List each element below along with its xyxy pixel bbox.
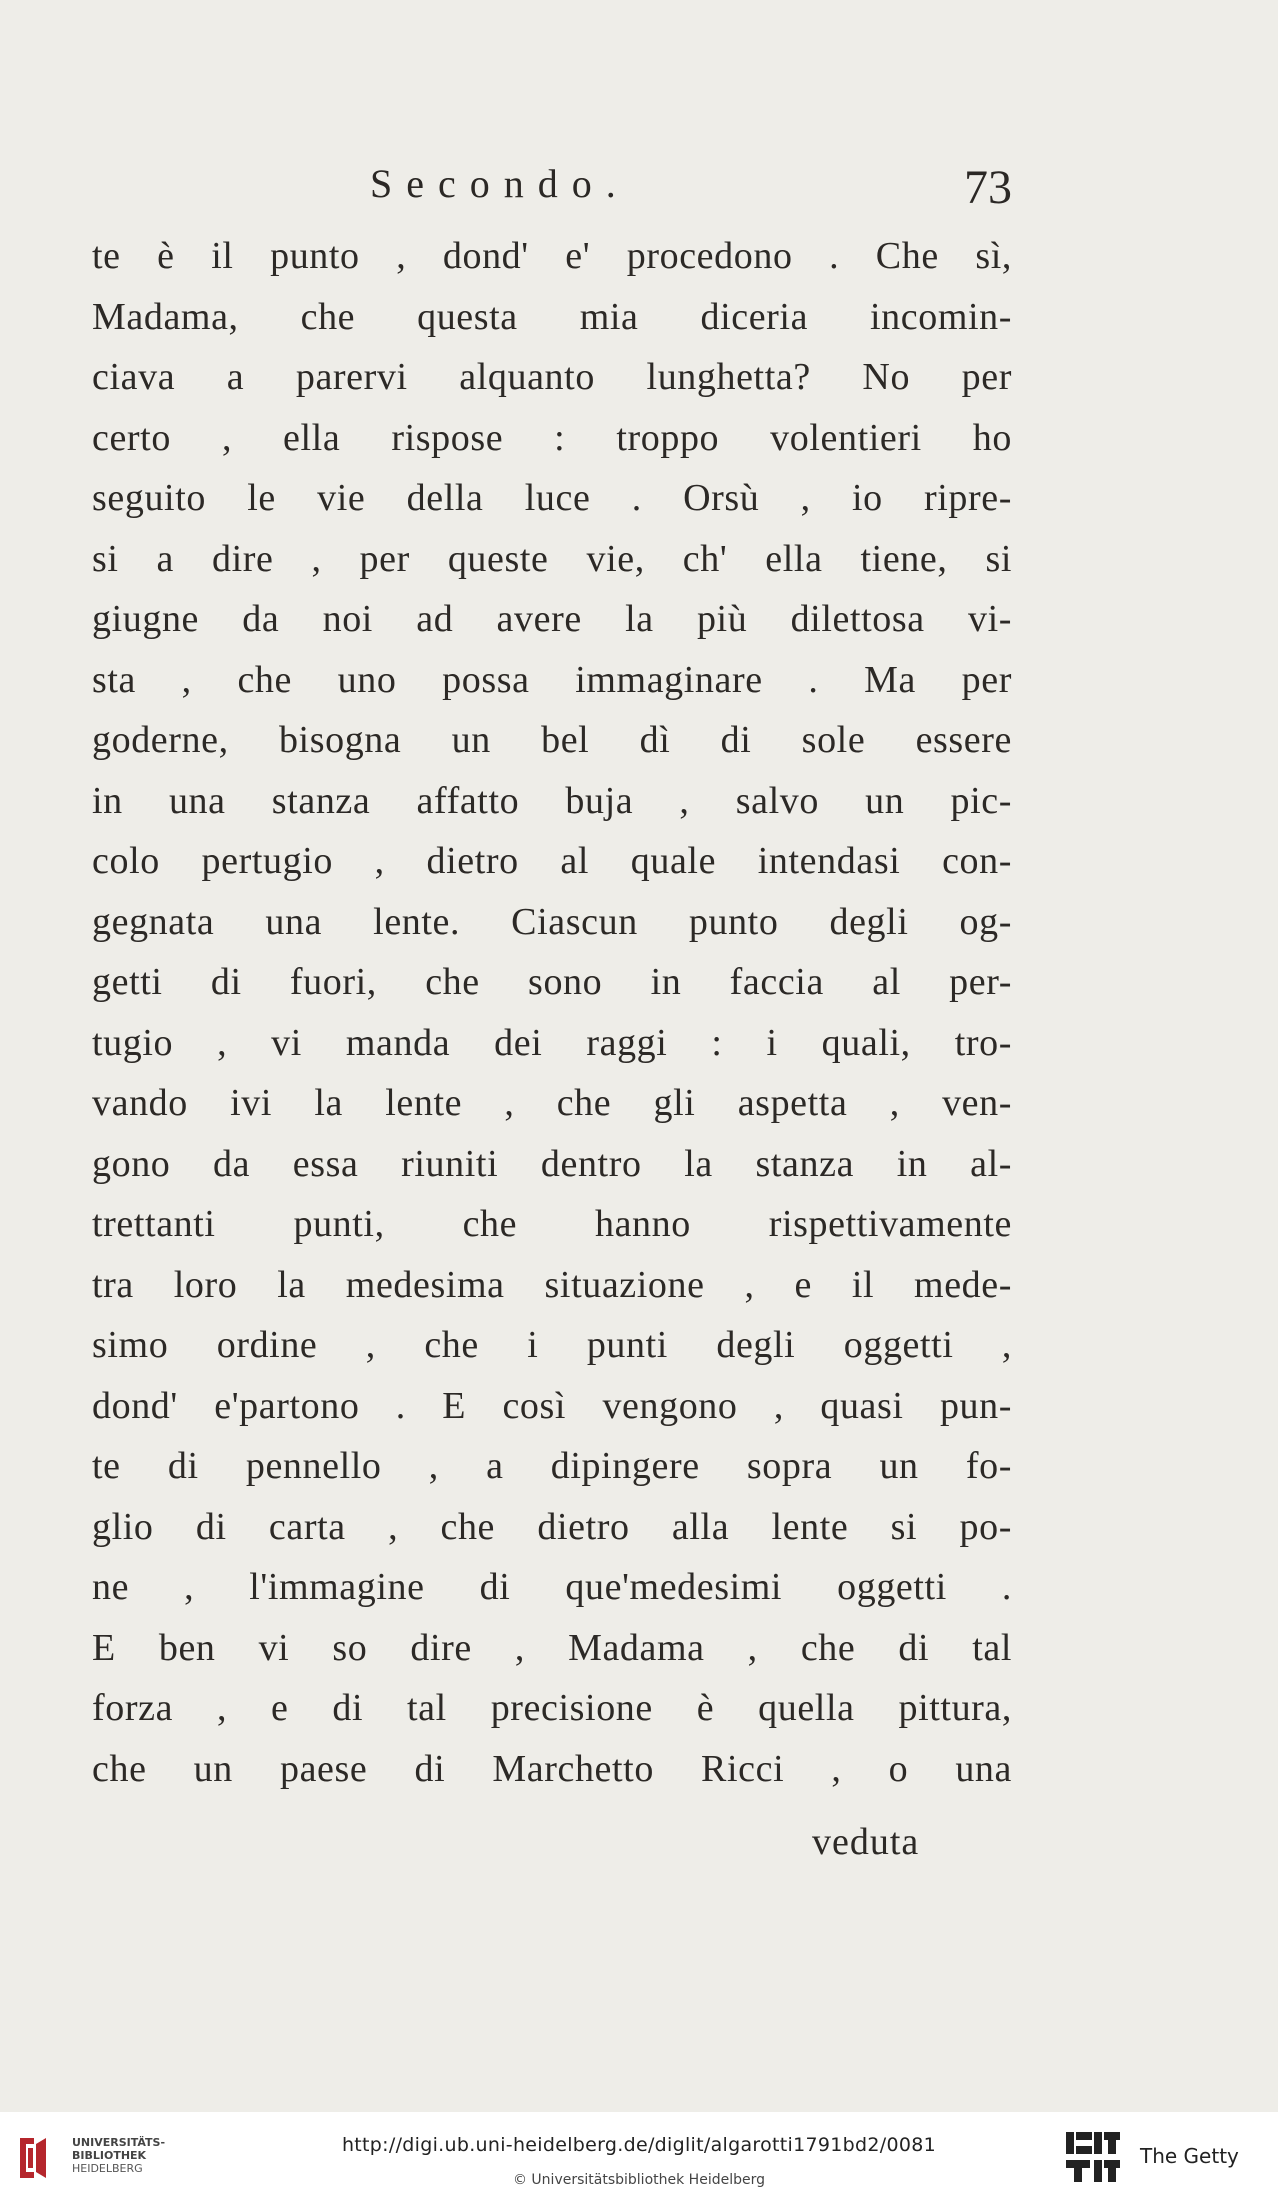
text-line: ne , l'immagine di que'medesimi oggetti . — [92, 1566, 1012, 1608]
copyright-notice: © Universitätsbibliothek Heidelberg — [512, 2172, 765, 2188]
text-line: tugio , vi manda dei raggi : i quali, tro- — [92, 1021, 1012, 1064]
text-line: dond' e'partono . E così vengono , quasi pun- — [92, 1384, 1012, 1427]
text-line: gono da essa riuniti dentro la stanza in al- — [92, 1142, 1012, 1185]
text-line: si a dire , per queste vie, ch' ella tiene, si — [92, 537, 1012, 580]
body-text — [92, 226, 1012, 1799]
text-line: tra loro la medesima situazione , e il mede- — [92, 1263, 1012, 1306]
text-line: te è il punto , dond' e' procedono . Che sì, — [92, 235, 1012, 277]
document-url-link[interactable]: http://digi.ub.uni-heidelberg.de/diglit/algarotti1791bd2/0081 — [341, 2134, 937, 2156]
text-line: in una stanza affatto buja , salvo un pic- — [92, 779, 1012, 822]
getty-logo[interactable] — [1064, 2128, 1264, 2188]
footer-bar — [0, 2112, 1278, 2203]
getty-logo-icon — [1064, 2130, 1122, 2184]
text-line: seguito le vie della luce . Orsù , io ripre- — [92, 477, 1012, 519]
text-line: E ben vi so dire , Madama , che di tal — [92, 1626, 1012, 1669]
catchword: veduta — [812, 1821, 920, 1863]
getty-name: The Getty — [1140, 2144, 1239, 2168]
text-line: Madama, che questa mia diceria incomin- — [92, 295, 1012, 338]
text-line: colo pertugio , dietro al quale intendasi con- — [92, 840, 1012, 882]
text-line: gegnata una lente. Ciascun punto degli og- — [92, 900, 1012, 943]
page-number: 73 — [964, 161, 1012, 214]
library-name-line2: BIBLIOTHEK — [72, 2149, 147, 2162]
text-line: simo ordine , che i punti degli oggetti , — [92, 1324, 1012, 1366]
library-name-line1: UNIVERSITÄTS- — [72, 2136, 166, 2149]
text-line: te di pennello , a dipingere sopra un fo- — [92, 1445, 1012, 1487]
text-line: giugne da noi ad avere la più dilettosa vi- — [92, 598, 1012, 640]
text-line: vando ivi la lente , che gli aspetta , ven- — [92, 1082, 1012, 1124]
text-line: getti di fuori, che sono in faccia al per- — [92, 961, 1012, 1003]
running-head-title: Secondo. — [370, 161, 630, 206]
library-name-line3: HEIDELBERG — [72, 2162, 143, 2175]
text-line: ciava a parervi alquanto lunghetta? No per — [92, 356, 1012, 398]
text-line: che un paese di Marchetto Ricci , o una — [92, 1747, 1012, 1790]
text-line: forza , e di tal precisione è quella pittura, — [92, 1687, 1012, 1729]
text-line: sta , che uno possa immaginare . Ma per — [92, 658, 1012, 701]
text-line: trettanti punti, che hanno rispettivamente — [92, 1203, 1012, 1245]
running-head — [92, 160, 1012, 220]
text-line: glio di carta , che dietro alla lente si po- — [92, 1505, 1012, 1548]
text-line: certo , ella rispose : troppo volentieri ho — [92, 416, 1012, 459]
text-line: goderne, bisogna un bel dì di sole essere — [92, 719, 1012, 761]
